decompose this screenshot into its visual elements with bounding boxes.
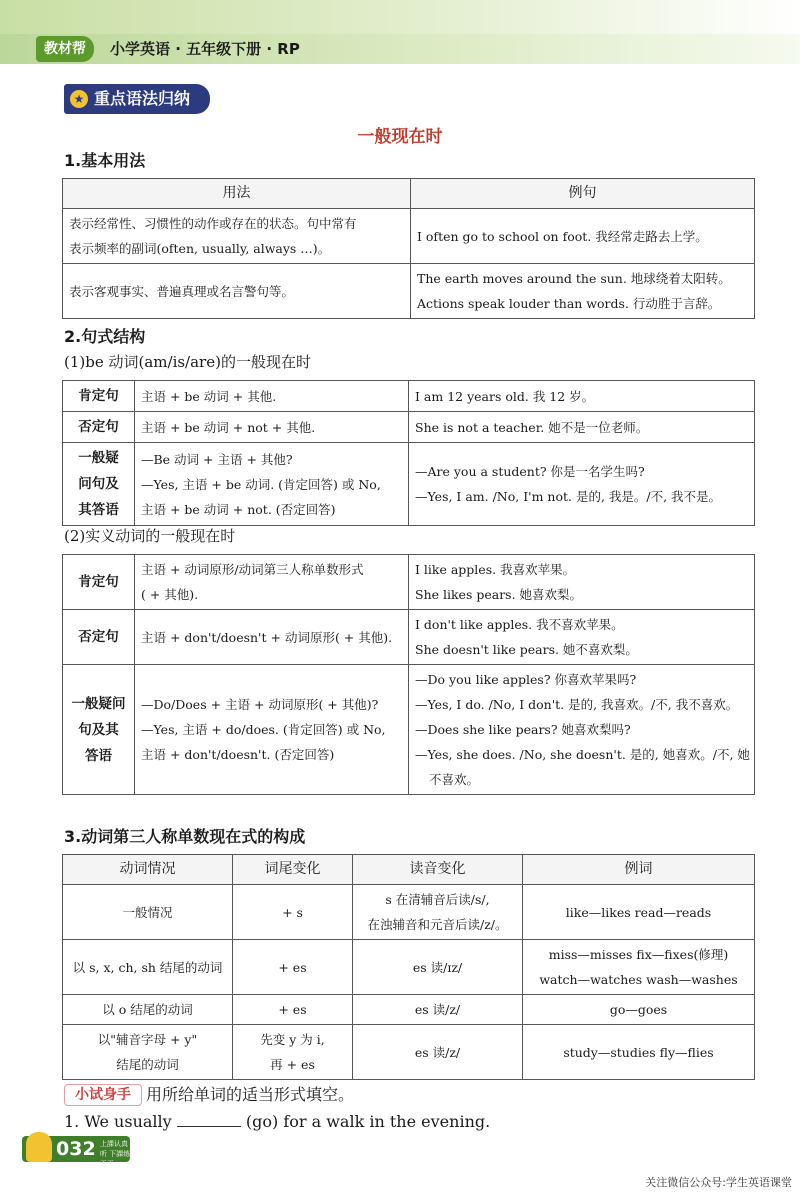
structure-cell bbox=[135, 443, 409, 526]
usage-cell bbox=[63, 209, 411, 264]
text-line: 表示频率的副词(often, usually, always …)。 bbox=[69, 241, 331, 256]
example-cell bbox=[409, 443, 755, 526]
question-1 bbox=[64, 1110, 490, 1133]
text-line: I like apples. 我喜欢苹果。 bbox=[415, 562, 576, 577]
table-row bbox=[63, 610, 755, 665]
text-line: 表示经常性、习惯性的动作或存在的状态。句中常有 bbox=[69, 216, 357, 231]
row-label: 肯定句 bbox=[63, 555, 135, 610]
question-1-prefix: 1. We usually bbox=[64, 1112, 172, 1131]
examples-cell: study—studies fly—flies bbox=[523, 1025, 755, 1080]
text-line: —Yes, I am. /No, I'm not. 是的, 我是。/不, 我不是。 bbox=[415, 489, 722, 504]
examples-cell: like—likes read—reads bbox=[523, 885, 755, 940]
example-cell bbox=[409, 610, 755, 665]
practice-instruction: 用所给单词的适当形式填空。 bbox=[146, 1085, 355, 1104]
text-line: 表示客观事实、普遍真理或名言警句等。 bbox=[69, 283, 295, 299]
basic-usage-table bbox=[62, 178, 755, 319]
text-line: —Yes, she does. /No, she doesn't. 是的, 她喜欢。/不, 她 bbox=[415, 747, 750, 762]
text-line: —Does she like pears? 她喜欢梨吗? bbox=[415, 722, 631, 737]
change-cell: + es bbox=[233, 995, 353, 1025]
table-row bbox=[63, 1025, 755, 1080]
text-line: 以"辅音字母 + y" bbox=[97, 1032, 198, 1047]
text-line: watch—watches wash—washes bbox=[539, 972, 738, 987]
section-3-heading: 3.动词第三人称单数现在式的构成 bbox=[64, 827, 306, 846]
page-title: 一般现在时 bbox=[357, 127, 443, 147]
table-row bbox=[63, 995, 755, 1025]
text-line: —Be 动词 + 主语 + 其他? bbox=[141, 451, 293, 467]
example-cell bbox=[411, 209, 755, 264]
change-cell bbox=[233, 1025, 353, 1080]
brand-label: 教材帮 bbox=[36, 36, 94, 62]
example-cell bbox=[409, 665, 755, 795]
star-icon: ★ bbox=[70, 90, 88, 108]
header-case: 动词情况 bbox=[63, 855, 233, 885]
text-line: 主语 + be 动词 + not + 其他. bbox=[141, 419, 316, 435]
table-row bbox=[63, 665, 755, 795]
text-line: 不喜欢。 bbox=[429, 772, 480, 787]
text-line: —Do/Does + 主语 + 动词原形( + 其他)? bbox=[141, 697, 379, 712]
structure-cell bbox=[135, 555, 409, 610]
table-row bbox=[63, 381, 755, 412]
section-1-heading: 1.基本用法 bbox=[64, 151, 146, 170]
table-row bbox=[63, 209, 755, 264]
text-line: —Yes, 主语 + be 动词. (肯定回答) 或 No, bbox=[141, 476, 381, 492]
examples-cell bbox=[523, 940, 755, 995]
text-line: 主语 + be 动词 + not. (否定回答) bbox=[141, 501, 336, 517]
examples-cell: go—goes bbox=[523, 995, 755, 1025]
footer-note: 关注微信公众号:学生英语课堂 bbox=[645, 1176, 792, 1189]
header-examples: 例词 bbox=[523, 855, 755, 885]
text-line: 再 + es bbox=[270, 1057, 315, 1072]
text-line: 结尾的动词 bbox=[116, 1057, 179, 1072]
header-sound: 读音变化 bbox=[353, 855, 523, 885]
change-cell: + es bbox=[233, 940, 353, 995]
structure-cell bbox=[135, 412, 409, 443]
subsection-be-title: (1)be 动词(am/is/are)的一般现在时 bbox=[64, 353, 311, 371]
be-verb-table bbox=[62, 380, 755, 526]
case-cell bbox=[63, 1025, 233, 1080]
top-band bbox=[0, 0, 800, 34]
text-line: —Do you like apples? 你喜欢苹果吗? bbox=[415, 672, 637, 687]
case-cell: 以 s, x, ch, sh 结尾的动词 bbox=[63, 940, 233, 995]
text-line: She doesn't like pears. 她不喜欢梨。 bbox=[415, 642, 638, 657]
text-line: 先变 y 为 i, bbox=[260, 1032, 325, 1047]
text-line: —Yes, 主语 + do/does. (肯定回答) 或 No, bbox=[141, 722, 386, 737]
text-line: 主语 + 动词原形/动词第三人称单数形式 bbox=[141, 562, 364, 577]
question-1-suffix: (go) for a walk in the evening. bbox=[245, 1112, 491, 1131]
text-line: 句及其 bbox=[78, 721, 119, 738]
text-line: s 在清辅音后读/s/, bbox=[385, 892, 490, 907]
table-header-row bbox=[63, 179, 755, 209]
case-cell: 一般情况 bbox=[63, 885, 233, 940]
change-cell: + s bbox=[233, 885, 353, 940]
header-change: 词尾变化 bbox=[233, 855, 353, 885]
table-row bbox=[63, 885, 755, 940]
page-number-badge bbox=[22, 1136, 131, 1168]
row-label: 肯定句 bbox=[63, 381, 135, 412]
practice-label: 小试身手 bbox=[64, 1084, 142, 1106]
example-cell bbox=[409, 412, 755, 443]
book-title: 小学英语 · 五年级下册 · RP bbox=[110, 40, 300, 58]
usage-cell bbox=[63, 264, 411, 319]
row-label: 否定句 bbox=[63, 610, 135, 665]
table-row bbox=[63, 264, 755, 319]
text-line: ( + 其他). bbox=[141, 587, 199, 602]
text-line: —Yes, I do. /No, I don't. 是的, 我喜欢。/不, 我不喜欢。 bbox=[415, 697, 739, 712]
example-cell bbox=[411, 264, 755, 319]
table-row bbox=[63, 412, 755, 443]
table-row bbox=[63, 940, 755, 995]
text-line: 答语 bbox=[85, 747, 112, 764]
text-line: 一般疑 bbox=[78, 450, 119, 466]
table-row bbox=[63, 555, 755, 610]
text-line: 其答语 bbox=[78, 502, 119, 518]
table-header-row bbox=[63, 855, 755, 885]
header-usage: 用法 bbox=[63, 179, 411, 209]
text-line: —Are you a student? 你是一名学生吗? bbox=[415, 464, 645, 479]
text-line: I am 12 years old. 我 12 岁。 bbox=[415, 388, 595, 404]
row-label: 否定句 bbox=[63, 412, 135, 443]
text-line: She likes pears. 她喜欢梨。 bbox=[415, 587, 583, 602]
sound-cell: es 读/ɪz/ bbox=[353, 940, 523, 995]
row-label bbox=[63, 665, 135, 795]
page-number: 032 bbox=[56, 1138, 96, 1160]
structure-cell bbox=[135, 665, 409, 795]
text-line: 主语 + don't/doesn't. (否定回答) bbox=[141, 747, 335, 762]
text-line: 主语 + don't/doesn't + 动词原形( + 其他). bbox=[141, 629, 393, 645]
text-line: I don't like apples. 我不喜欢苹果。 bbox=[415, 617, 624, 632]
third-person-table bbox=[62, 854, 755, 1080]
text-line: Actions speak louder than words. 行动胜于言辞。 bbox=[417, 296, 721, 311]
header-example: 例句 bbox=[411, 179, 755, 209]
sound-cell bbox=[353, 885, 523, 940]
section-badge bbox=[64, 84, 210, 114]
sound-cell: es 读/z/ bbox=[353, 995, 523, 1025]
example-cell bbox=[409, 381, 755, 412]
row-label bbox=[63, 443, 135, 526]
sound-cell: es 读/z/ bbox=[353, 1025, 523, 1080]
text-line: miss—misses fix—fixes(修理) bbox=[548, 947, 729, 962]
example-cell bbox=[409, 555, 755, 610]
table-row bbox=[63, 443, 755, 526]
section-2-heading: 2.句式结构 bbox=[64, 327, 146, 346]
text-line: 在浊辅音和元音后读/z/。 bbox=[367, 917, 508, 932]
subsection-verb-title: (2)实义动词的一般现在时 bbox=[64, 527, 236, 545]
structure-cell bbox=[135, 381, 409, 412]
section-badge-label: 重点语法归纳 bbox=[94, 89, 191, 108]
text-line: She is not a teacher. 她不是一位老师。 bbox=[415, 419, 649, 435]
answer-blank[interactable] bbox=[177, 1110, 241, 1127]
page-slogan: 上課认真听 下課练天天 bbox=[100, 1140, 131, 1168]
text-line: 一般疑问 bbox=[71, 695, 126, 712]
text-line: The earth moves around the sun. 地球绕着太阳转。 bbox=[417, 271, 731, 286]
text-line: I often go to school on foot. 我经常走路去上学。 bbox=[417, 228, 708, 244]
mascot-icon bbox=[26, 1132, 52, 1162]
case-cell: 以 o 结尾的动词 bbox=[63, 995, 233, 1025]
text-line: 主语 + be 动词 + 其他. bbox=[141, 388, 277, 404]
action-verb-table bbox=[62, 554, 755, 795]
structure-cell bbox=[135, 610, 409, 665]
text-line: 问句及 bbox=[78, 476, 119, 492]
